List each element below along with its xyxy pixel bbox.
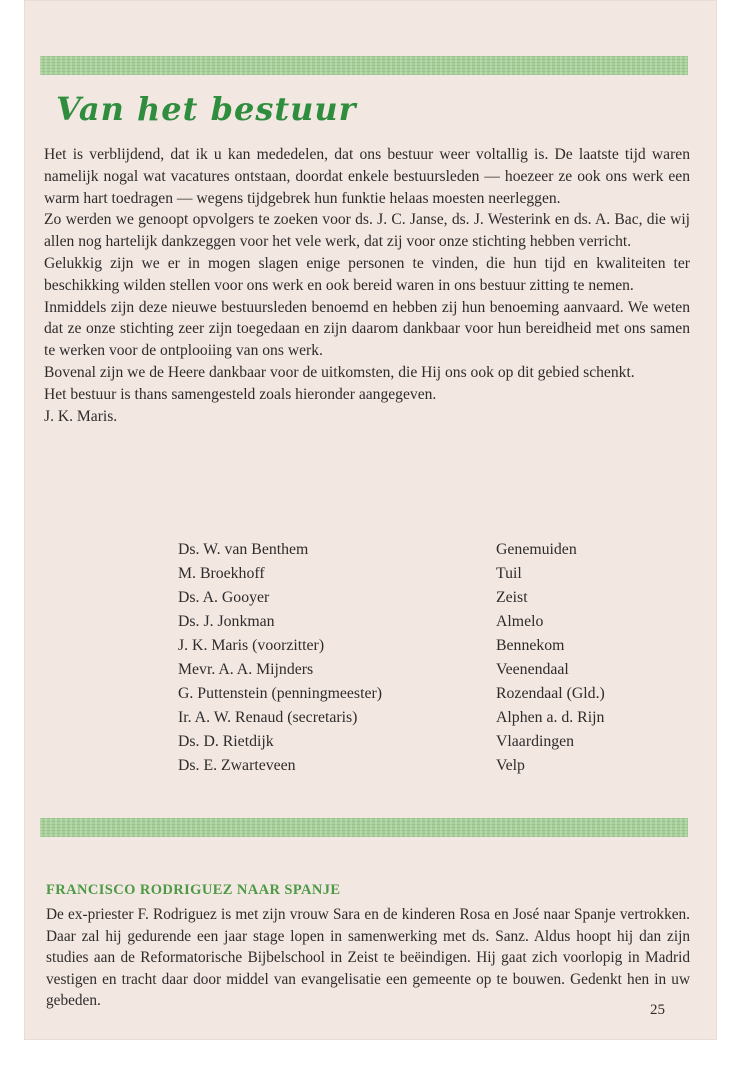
board-members-list [178, 538, 648, 778]
paragraph: Inmiddels zijn deze nieuwe bestuursleden benoemd en hebben zij hun benoeming aanvaard. We weten dat ze onze stichting zeer zijn toegedaan en zijn daarom dankbaar voor hun bereidheid met ons samen te werken voor de ontplooiing van ons werk. [44, 298, 690, 360]
list-item [178, 706, 648, 730]
list-item [178, 754, 648, 778]
list-item [178, 682, 648, 706]
signature: J. K. Maris. [44, 407, 118, 425]
list-item [178, 562, 648, 586]
member-name: G. Puttenstein (penningmeester) [178, 685, 382, 702]
member-place: Vlaardingen [496, 733, 575, 750]
list-item [178, 538, 648, 562]
member-name: Ir. A. W. Renaud (secretaris) [178, 709, 358, 726]
page-number: 25 [650, 1002, 665, 1018]
member-place: Tuil [496, 565, 522, 582]
list-item [178, 658, 648, 682]
member-name: Ds. W. van Benthem [178, 541, 309, 558]
member-place: Almelo [496, 613, 544, 630]
paragraph: Het bestuur is thans samengesteld zoals hieronder aangegeven. [44, 385, 437, 403]
page-title: Van het bestuur [56, 90, 357, 128]
member-name: Ds. J. Jonkman [178, 613, 275, 630]
list-item [178, 634, 648, 658]
member-name: Mevr. A. A. Mijnders [178, 661, 314, 678]
member-place: Genemuiden [496, 541, 577, 558]
member-place: Bennekom [496, 637, 565, 654]
paragraph: Gelukkig zijn we er in mogen slagen enige personen te vinden, die hun tijd en kwaliteiten ter beschikking wilden stellen voor ons werk en ook bereid waren in ons bestuur zitting te nemen. [44, 254, 690, 294]
paragraph: Zo werden we genoopt opvolgers te zoeken voor ds. J. C. Janse, ds. J. Westerink en ds. A. Bac, die wij allen nog hartelijk dankzeggen voor het vele werk, dat zij voor onze stichting hebben verricht. [44, 211, 690, 251]
member-name: Ds. E. Zwarteveen [178, 757, 296, 774]
member-name: Ds. D. Rietdijk [178, 733, 274, 750]
member-place: Velp [496, 757, 525, 774]
article-heading: FRANCISCO RODRIGUEZ NAAR SPANJE [46, 882, 341, 898]
article-text: De ex-priester F. Rodriguez is met zijn vrouw Sara en de kinderen Rosa en José naar Spanje vertrokken. Daar zal hij gedurende een jaar stage lopen in samenwerking met ds. Sanz. Aldus hoopt hij dan zijn studies aan de Reformatorische Bijbelschool in Zeist te beëindigen. Hij gaat zich voorlopig in Madrid vestigen en tracht daar door middel van evangelisatie een gemeente op te bouwen. Gedenkt hen in uw gebeden. [46, 906, 690, 1010]
paragraph: Bovenal zijn we de Heere dankbaar voor de uitkomsten, die Hij ons ook op dit gebied schenkt. [44, 363, 635, 381]
list-item [178, 586, 648, 610]
member-place: Rozendaal (Gld.) [496, 685, 605, 702]
decorative-band-bottom [40, 818, 688, 837]
article-body [44, 144, 690, 427]
member-name: M. Broekhoff [178, 565, 265, 582]
member-place: Alphen a. d. Rijn [496, 709, 605, 726]
member-place: Veenendaal [496, 661, 569, 678]
member-place: Zeist [496, 589, 528, 606]
decorative-band-top [40, 56, 688, 75]
paragraph: Het is verblijdend, dat ik u kan mededelen, dat ons bestuur weer voltallig is. De laatste tijd waren namelijk nogal wat vacatures ontstaan, doordat enkele bestuursleden — hoezeer ze ook ons werk een warm hart toedragen — wegens tijdgebrek hun funktie helaas moesten neerleggen. [44, 146, 690, 207]
member-name: J. K. Maris (voorzitter) [178, 637, 325, 654]
page [24, 0, 717, 1040]
list-item [178, 610, 648, 634]
list-item [178, 730, 648, 754]
member-name: Ds. A. Gooyer [178, 589, 270, 606]
